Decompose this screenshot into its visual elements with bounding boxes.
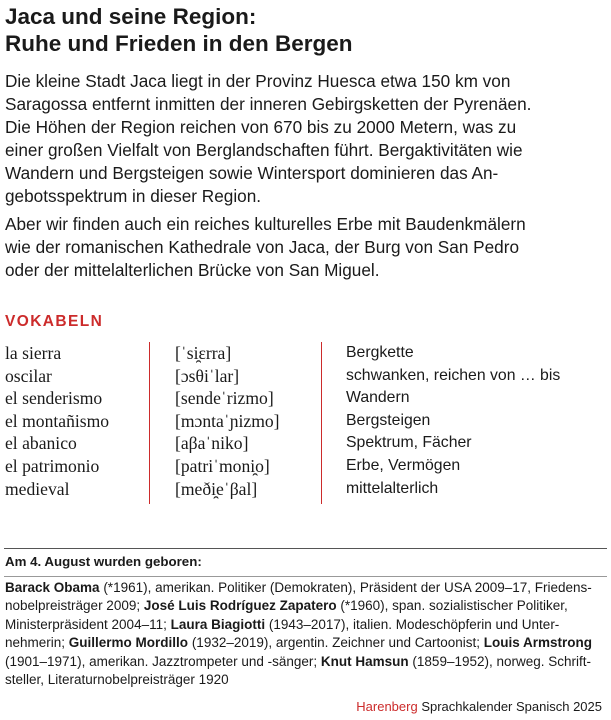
birthdays-line — [5, 616, 608, 634]
vocab-translation: mittelalterlich — [346, 479, 439, 497]
intro-text — [5, 70, 605, 287]
title-line-2: Ruhe und Frieden in den Bergen — [5, 31, 353, 56]
birthdays-text-run: (1901–1971), amerikan. Jazztrompeter und -sänger; — [5, 653, 321, 669]
vocab-spanish-term: la sierra — [5, 343, 62, 363]
birthdays-line — [5, 671, 608, 689]
vocab-pronunciation: [mɔntaˈɲizmo] — [175, 410, 280, 431]
vocab-translation: Spektrum, Fächer — [346, 434, 472, 452]
intro-line: Die kleine Stadt Jaca liegt in der Provinz Huesca etwa 150 km von — [5, 71, 511, 91]
intro-line: einer großen Vielfalt von Berglandschaften führt. Bergaktivitäten wie — [5, 140, 523, 160]
intro-paragraph-2 — [5, 213, 605, 282]
person-name: Laura Biagiotti — [170, 616, 266, 632]
vocab-spanish-term: el patrimonio — [5, 455, 100, 476]
vocab-spanish-term: medieval — [5, 478, 70, 499]
vocab-pronunciation: [patriˈmoni̯o] — [175, 455, 270, 476]
vocab-spanish-term: el senderismo — [5, 388, 103, 409]
birthdays-text-run: (1932–2019), argentin. Zeichner und Cartoonist; — [188, 635, 484, 651]
vocab-pronunciation: [ɔsθiˈlar] — [175, 365, 240, 386]
intro-line: Saragossa entfernt inmitten der inneren Gebirgsketten der Pyrenäen. — [5, 94, 532, 114]
title-line-1: Jaca und seine Region: — [5, 4, 257, 29]
vocab-translation: Bergsteigen — [346, 411, 431, 429]
birthdays-text — [5, 579, 608, 689]
birthdays-heading: Am 4. August wurden geboren: — [5, 554, 202, 569]
birthdays-text-run: (1943–2017), italien. Modeschöpferin und Unter- — [265, 616, 560, 632]
vocab-translation: Wandern — [346, 389, 410, 407]
birthdays-text-run: Ministerpräsident 2004–11; — [5, 616, 171, 632]
birthdays-line — [5, 653, 608, 671]
vocab-spanish-column — [5, 342, 145, 504]
footer-brand: Harenberg — [356, 699, 418, 714]
birthdays-line — [5, 597, 608, 615]
vocab-translation: Erbe, Vermögen — [346, 456, 461, 474]
vocab-ipa-column — [149, 342, 319, 504]
person-name: Knut Hamsun — [320, 653, 409, 669]
birthdays-text-run: nehmerin; — [5, 635, 69, 651]
person-name: Guillermo Mordillo — [68, 635, 189, 651]
vocab-translation: schwanken, reichen von … bis — [346, 366, 561, 384]
birthdays-text-run: (*1960), span. sozialistischer Politiker, — [336, 598, 568, 614]
page-title — [5, 3, 605, 57]
vocab-spanish-term: oscilar — [5, 365, 52, 386]
birthdays-text-run: nobelpreisträger 2009; — [5, 598, 144, 614]
person-name: Barack Obama — [5, 580, 100, 595]
birthdays-text-run: (1859–1952), norweg. Schrift- — [408, 653, 592, 669]
vocab-translation: Bergkette — [346, 344, 414, 361]
footer-title: Sprachkalender Spanisch 2025 — [417, 699, 602, 714]
intro-line: Wandern und Bergsteigen sowie Wintersport dominieren das An- — [5, 163, 499, 183]
birthdays-text-run: (*1961), amerikan. Politiker (Demokraten), Präsident der USA 2009–17, Friedens- — [99, 580, 592, 595]
intro-line: Die Höhen der Region reichen von 670 bis zu 2000 Metern, was zu — [5, 117, 517, 137]
intro-line: oder der mittelalterlichen Brücke von San Miguel. — [5, 260, 380, 280]
vocab-heading: VOKABELN — [5, 313, 104, 330]
intro-line: gebotsspektrum in dieser Region. — [5, 186, 262, 206]
intro-line: wie der romanischen Kathedrale von Jaca, der Burg von San Pedro — [5, 237, 520, 257]
vocab-spanish-term: el montañismo — [5, 410, 110, 431]
vocab-pronunciation: [sendeˈrizmo] — [175, 388, 274, 409]
intro-line: Aber wir finden auch ein reiches kulturelles Erbe mit Baudenkmälern — [5, 214, 526, 234]
section-divider — [4, 548, 607, 549]
birthdays-line — [5, 579, 608, 597]
birthdays-line — [5, 634, 608, 652]
person-name: José Luis Rodríguez Zapatero — [143, 598, 337, 614]
footer-credit — [356, 699, 602, 714]
vocab-pronunciation: [aβaˈniko] — [175, 433, 249, 454]
person-name: Louis Armstrong — [483, 635, 593, 651]
vocab-spanish-term: el abanico — [5, 433, 77, 454]
intro-paragraph-1 — [5, 70, 605, 208]
birthdays-text-run: steller, Literaturnobelpreisträger 1920 — [5, 672, 229, 688]
vocab-pronunciation: [meði̯eˈβal] — [175, 478, 258, 499]
heading-underline — [4, 576, 607, 577]
vocab-pronunciation: [ˈsi̯ɛrra] — [175, 343, 232, 363]
vocab-table — [0, 342, 611, 504]
vocab-german-column — [321, 342, 606, 504]
